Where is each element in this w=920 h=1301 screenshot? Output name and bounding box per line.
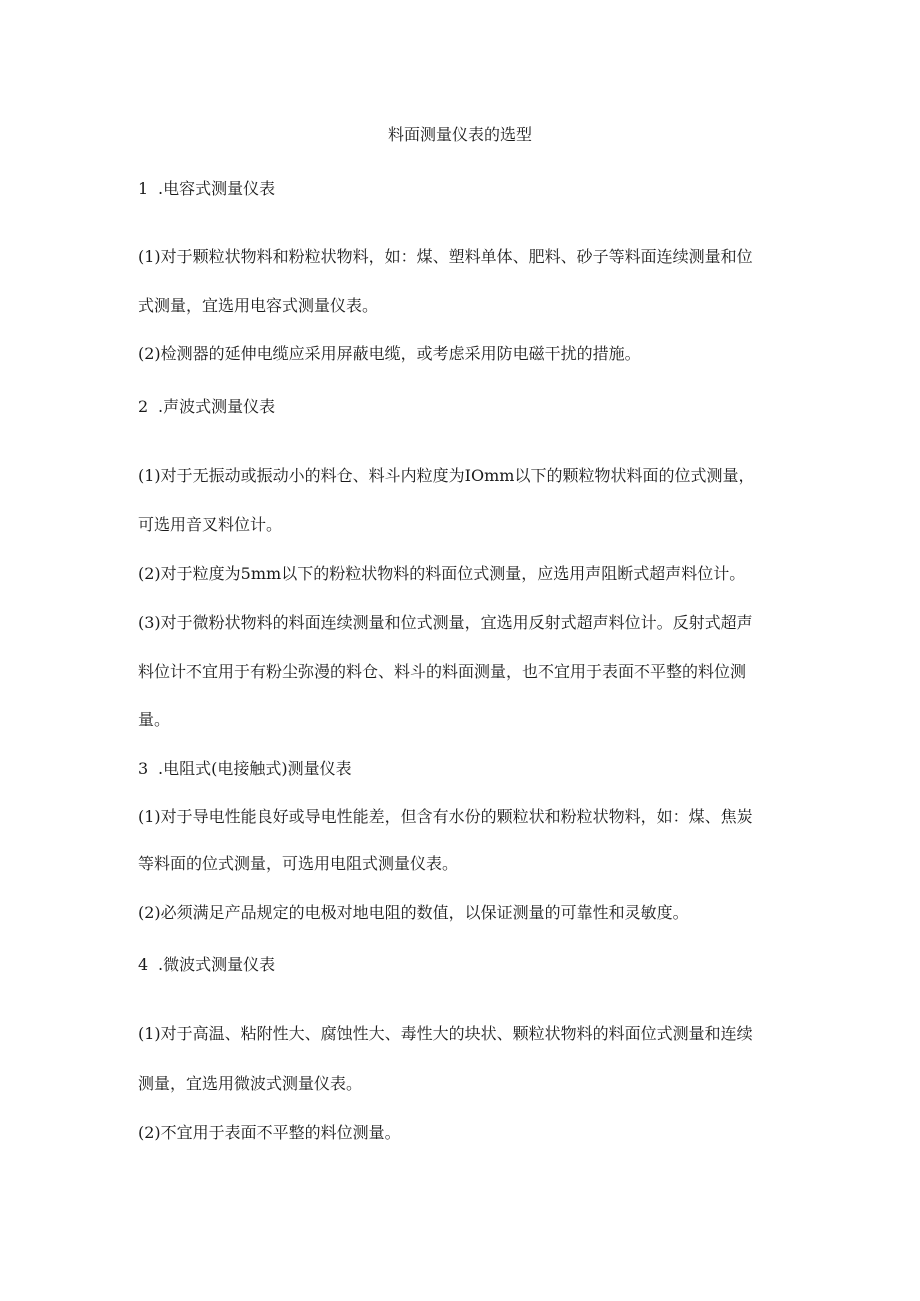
section-number: 2 xyxy=(138,397,149,416)
paragraph-line: (1)对于无振动或振动小的料仓、料斗内粒度为IOmm以下的颗粒物状料面的位式测量， xyxy=(138,466,755,485)
section-heading-text: .电容式测量仪表 xyxy=(158,179,276,198)
section-number: 4 xyxy=(138,955,149,974)
paragraph-line: 可选用音叉料位计。 xyxy=(138,515,283,534)
paragraph-line: 量。 xyxy=(138,710,171,729)
section-heading-1 xyxy=(138,178,798,200)
section-heading-4 xyxy=(138,954,798,976)
document-title: 料面测量仪表的选型 xyxy=(387,125,532,144)
paragraph-line: (2)不宜用于表面不平整的料位测量。 xyxy=(138,1123,401,1142)
paragraph-line: (1)对于颗粒状物料和粉粒状物料，如：煤、塑料单体、肥料、砂子等料面连续测量和位 xyxy=(138,247,753,266)
paragraph-line: 等料面的位式测量，可选用电阻式测量仪表。 xyxy=(138,854,459,873)
section-heading-2 xyxy=(138,396,798,418)
paragraph-line: 测量，宜选用微波式测量仪表。 xyxy=(138,1074,363,1093)
paragraph-line: 料位计不宜用于有粉尘弥漫的料仓、料斗的料面测量，也不宜用于表面不平整的料位测 xyxy=(138,662,747,681)
section-heading-text: .声波式测量仪表 xyxy=(158,397,276,416)
paragraph-line: (1)对于高温、粘附性大、腐蚀性大、毒性大的块状、颗粒状物料的料面位式测量和连续 xyxy=(138,1024,753,1043)
paragraph-line: (2)检测器的延伸电缆应采用屏蔽电缆，或考虑采用防电磁干扰的措施。 xyxy=(138,344,641,363)
paragraph-line: (2)必须满足产品规定的电极对地电阻的数值，以保证测量的可靠性和灵敏度。 xyxy=(138,903,689,922)
section-number: 3 xyxy=(138,759,149,778)
section-number: 1 xyxy=(138,179,149,198)
paragraph-line: (2)对于粒度为5mm以下的粉粒状物料的料面位式测量，应选用声阻断式超声料位计。 xyxy=(138,564,746,583)
paragraph-line: (3)对于微粉状物料的料面连续测量和位式测量，宜选用反射式超声料位计。反射式超声 xyxy=(138,613,753,632)
paragraph-line: 式测量，宜选用电容式测量仪表。 xyxy=(138,296,379,315)
section-heading-3 xyxy=(138,758,798,780)
paragraph-line: (1)对于导电性能良好或导电性能差，但含有水份的颗粒状和粉粒状物料，如：煤、焦炭 xyxy=(138,807,753,826)
section-heading-text: .微波式测量仪表 xyxy=(158,955,276,974)
section-heading-text: .电阻式(电接触式)测量仪表 xyxy=(158,759,352,778)
